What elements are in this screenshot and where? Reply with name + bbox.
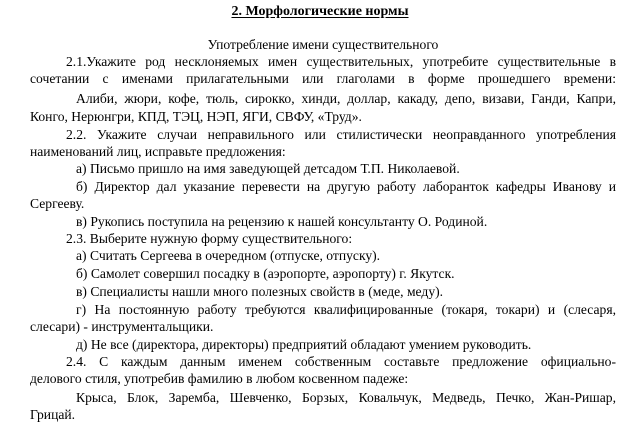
nouns-list-line-1: Алиби, жюри, кофе, тюль, сирокко, хинди, доллар, какаду, депо, визави, Ганди, Капри,: [76, 91, 616, 106]
task-2-3-item-b: б) Самолет совершил посадку в (аэропорте, аэропорту) г. Якутск.: [76, 266, 455, 281]
task-2-2-item-c: в) Рукопись поступила на рецензию к нашей консультанту О. Родиной.: [76, 214, 488, 229]
task-2-2-line-2: наименований лиц, исправьте предложения:: [30, 144, 286, 159]
task-2-1-line-2: сочетании с именами прилагательными или глаголами в форме прошедшего времени:: [30, 71, 616, 86]
task-2-4-line-1: 2.4. С каждым данным именем собственным составьте предложение официально-: [66, 354, 616, 369]
task-2-2-item-b-line-2: Сергееву.: [30, 196, 85, 211]
task-2-3-item-d-line-1: г) На постоянную работу требуются квалифицированные (токаря, токари) и (слесаря,: [76, 302, 616, 317]
task-2-3-item-e: д) Не все (директора, директоры) предприятий обладают умением руководить.: [76, 337, 532, 352]
task-2-2-line-1: 2.2. Укажите случаи неправильного или стилистически неоправданного употребления: [66, 127, 616, 142]
surnames-list-line-2: Грицай.: [30, 407, 76, 422]
task-2-2-item-b-line-1: б) Директор дал указание перевести на другую работу лаборанток кафедры Иванову и: [76, 179, 616, 194]
task-2-3-item-a: а) Считать Сергеева в очередном (отпуске, отпуску).: [76, 248, 381, 263]
task-2-1-line-1: 2.1.Укажите род несклоняемых имен существительных, употребите существительные в: [66, 54, 616, 69]
surnames-list-line-1: Крыса, Блок, Заремба, Шевченко, Борзых, Ковальчук, Медведь, Печко, Жан-Ришар,: [76, 390, 616, 405]
task-2-3-item-d-line-2: слесари) - инструментальщики.: [30, 319, 214, 334]
subtitle: Употребление имени существительного: [207, 37, 439, 52]
task-2-4-line-2: делового стиля, употребив фамилию в любом косвенном падеже:: [30, 371, 409, 386]
task-2-3-heading: 2.3. Выберите нужную форму существительного:: [66, 231, 353, 246]
task-2-3-item-c: в) Специалисты нашли много полезных свойств в (меде, меду).: [76, 284, 444, 299]
nouns-list-line-2: Конго, Нерюнгри, КПД, ТЭЦ, НЭП, ЯГИ, СВФУ, «Труд».: [30, 109, 362, 124]
task-2-2-item-a: а) Письмо пришло на имя заведующей детсадом Т.П. Николаевой.: [76, 161, 460, 176]
section-title: 2. Морфологические нормы: [231, 4, 409, 19]
